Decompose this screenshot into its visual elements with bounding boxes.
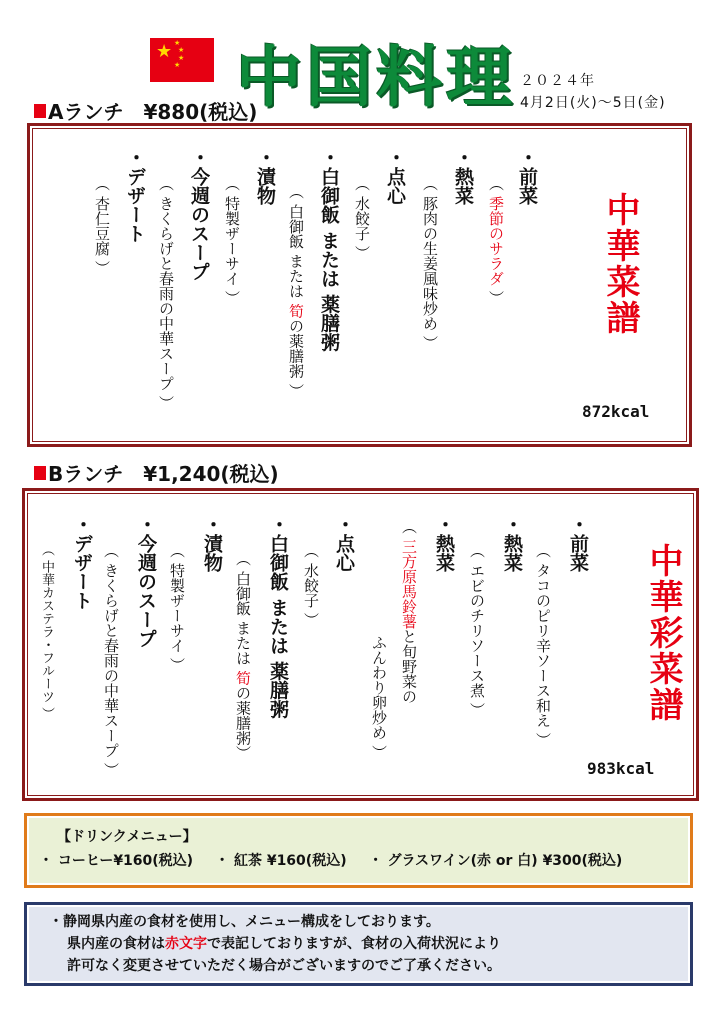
course-detail: （ エビのチリソース煮 ） (468, 543, 486, 718)
course-detail: （ 特製ザーサイ ） (168, 543, 186, 673)
course-head: ・今週のスープ (135, 515, 157, 648)
lunch-a-label-text: Aランチ ¥880(税込) (48, 100, 258, 124)
course-detail-line2: ふんわり卵炒め ） (370, 635, 388, 760)
drink-menu-heading: 【ドリンクメニュー】 (57, 829, 197, 845)
course-detail: （ 特製ザーサイ ） (223, 176, 241, 306)
course-detail: （ 白御飯 または 筍の薬膳粥 ） (287, 184, 305, 399)
square-bullet-icon (34, 466, 46, 480)
course-detail: （ タコのピリ辛ソース和え ） (534, 543, 552, 748)
drink-menu-box (24, 813, 693, 888)
course-head: ・点心 (333, 515, 355, 572)
course-detail: （ きくらげと春雨の中華スープ ） (157, 176, 175, 411)
course-detail: （ 水餃子 ） (302, 543, 320, 628)
course-head: ・白御飯 または 薬膳粥 (318, 148, 340, 352)
course-detail: （ 豚肉の生姜風味炒め ） (421, 176, 439, 351)
drink-menu-items (39, 850, 622, 870)
lunch-b-label (34, 458, 279, 487)
lunch-b-kcal: 983kcal (587, 759, 655, 778)
lunch-a-label (34, 96, 257, 125)
china-flag-icon: ★ ★ ★ ★ ★ (150, 38, 214, 82)
course-detail: （ 三方原馬鈴薯と旬野菜の (400, 519, 418, 704)
square-bullet-icon (34, 104, 46, 118)
drink-item: ・ コーヒー¥160(税込) (39, 853, 194, 869)
note-line-1: ・静岡県内産の食材を使用し、メニュー構成をしております。 (49, 914, 440, 930)
lunch-b-menu-box (22, 488, 699, 801)
course-head: ・点心 (384, 148, 406, 205)
date-block (520, 70, 666, 114)
course-detail: （ 杏仁豆腐 ） (93, 176, 111, 276)
course-head: ・デザート (71, 515, 93, 610)
drink-item: ・ グラスワイン(赤 or 白) ¥300(税込) (368, 853, 623, 869)
course-head: ・白御飯 または 薬膳粥 (267, 515, 289, 719)
course-head: ・今週のスープ (188, 148, 210, 281)
lunch-a-kcal: 872kcal (582, 402, 650, 421)
lunch-a-menu-title: 中華菜譜 (600, 192, 640, 336)
lunch-b-label-text: Bランチ ¥1,240(税込) (48, 462, 279, 486)
course-head: ・漬物 (254, 148, 276, 205)
course-head: ・熱菜 (452, 148, 474, 205)
course-detail: （ 中華カステラ・フルーツ ） (39, 543, 54, 721)
course-detail: （ きくらげと春雨の中華スープ ） (102, 543, 120, 778)
date-range: 4月2日(火)～5日(金) (520, 95, 666, 111)
drink-item: ・ 紅茶 ¥160(税込) (215, 853, 347, 869)
course-detail: （ 水餃子 ） (353, 176, 371, 261)
page-title: 中国料理 (236, 38, 516, 116)
course-detail: （ 白御飯 または 筍の薬膳粥） (234, 551, 252, 761)
lunch-a-menu-box (27, 123, 692, 447)
course-detail: （ 季節のサラダ ） (487, 176, 505, 306)
note-line-3: 許可なく変更させていただく場合がございますのでご了承ください。 (67, 958, 501, 974)
course-head: ・熱菜 (501, 515, 523, 572)
lunch-b-menu-title: 中華彩菜譜 (643, 543, 683, 723)
course-head: ・漬物 (201, 515, 223, 572)
ingredient-note-box (24, 902, 693, 986)
date-year: ２０２４年 (520, 73, 595, 89)
course-head: ・熱菜 (433, 515, 455, 572)
course-head: ・前菜 (516, 148, 538, 205)
note-line-2: 県内産の食材は赤文字で表記しておりますが、食材の入荷状況により (67, 936, 501, 952)
course-head: ・デザート (124, 148, 146, 243)
course-head: ・前菜 (567, 515, 589, 572)
